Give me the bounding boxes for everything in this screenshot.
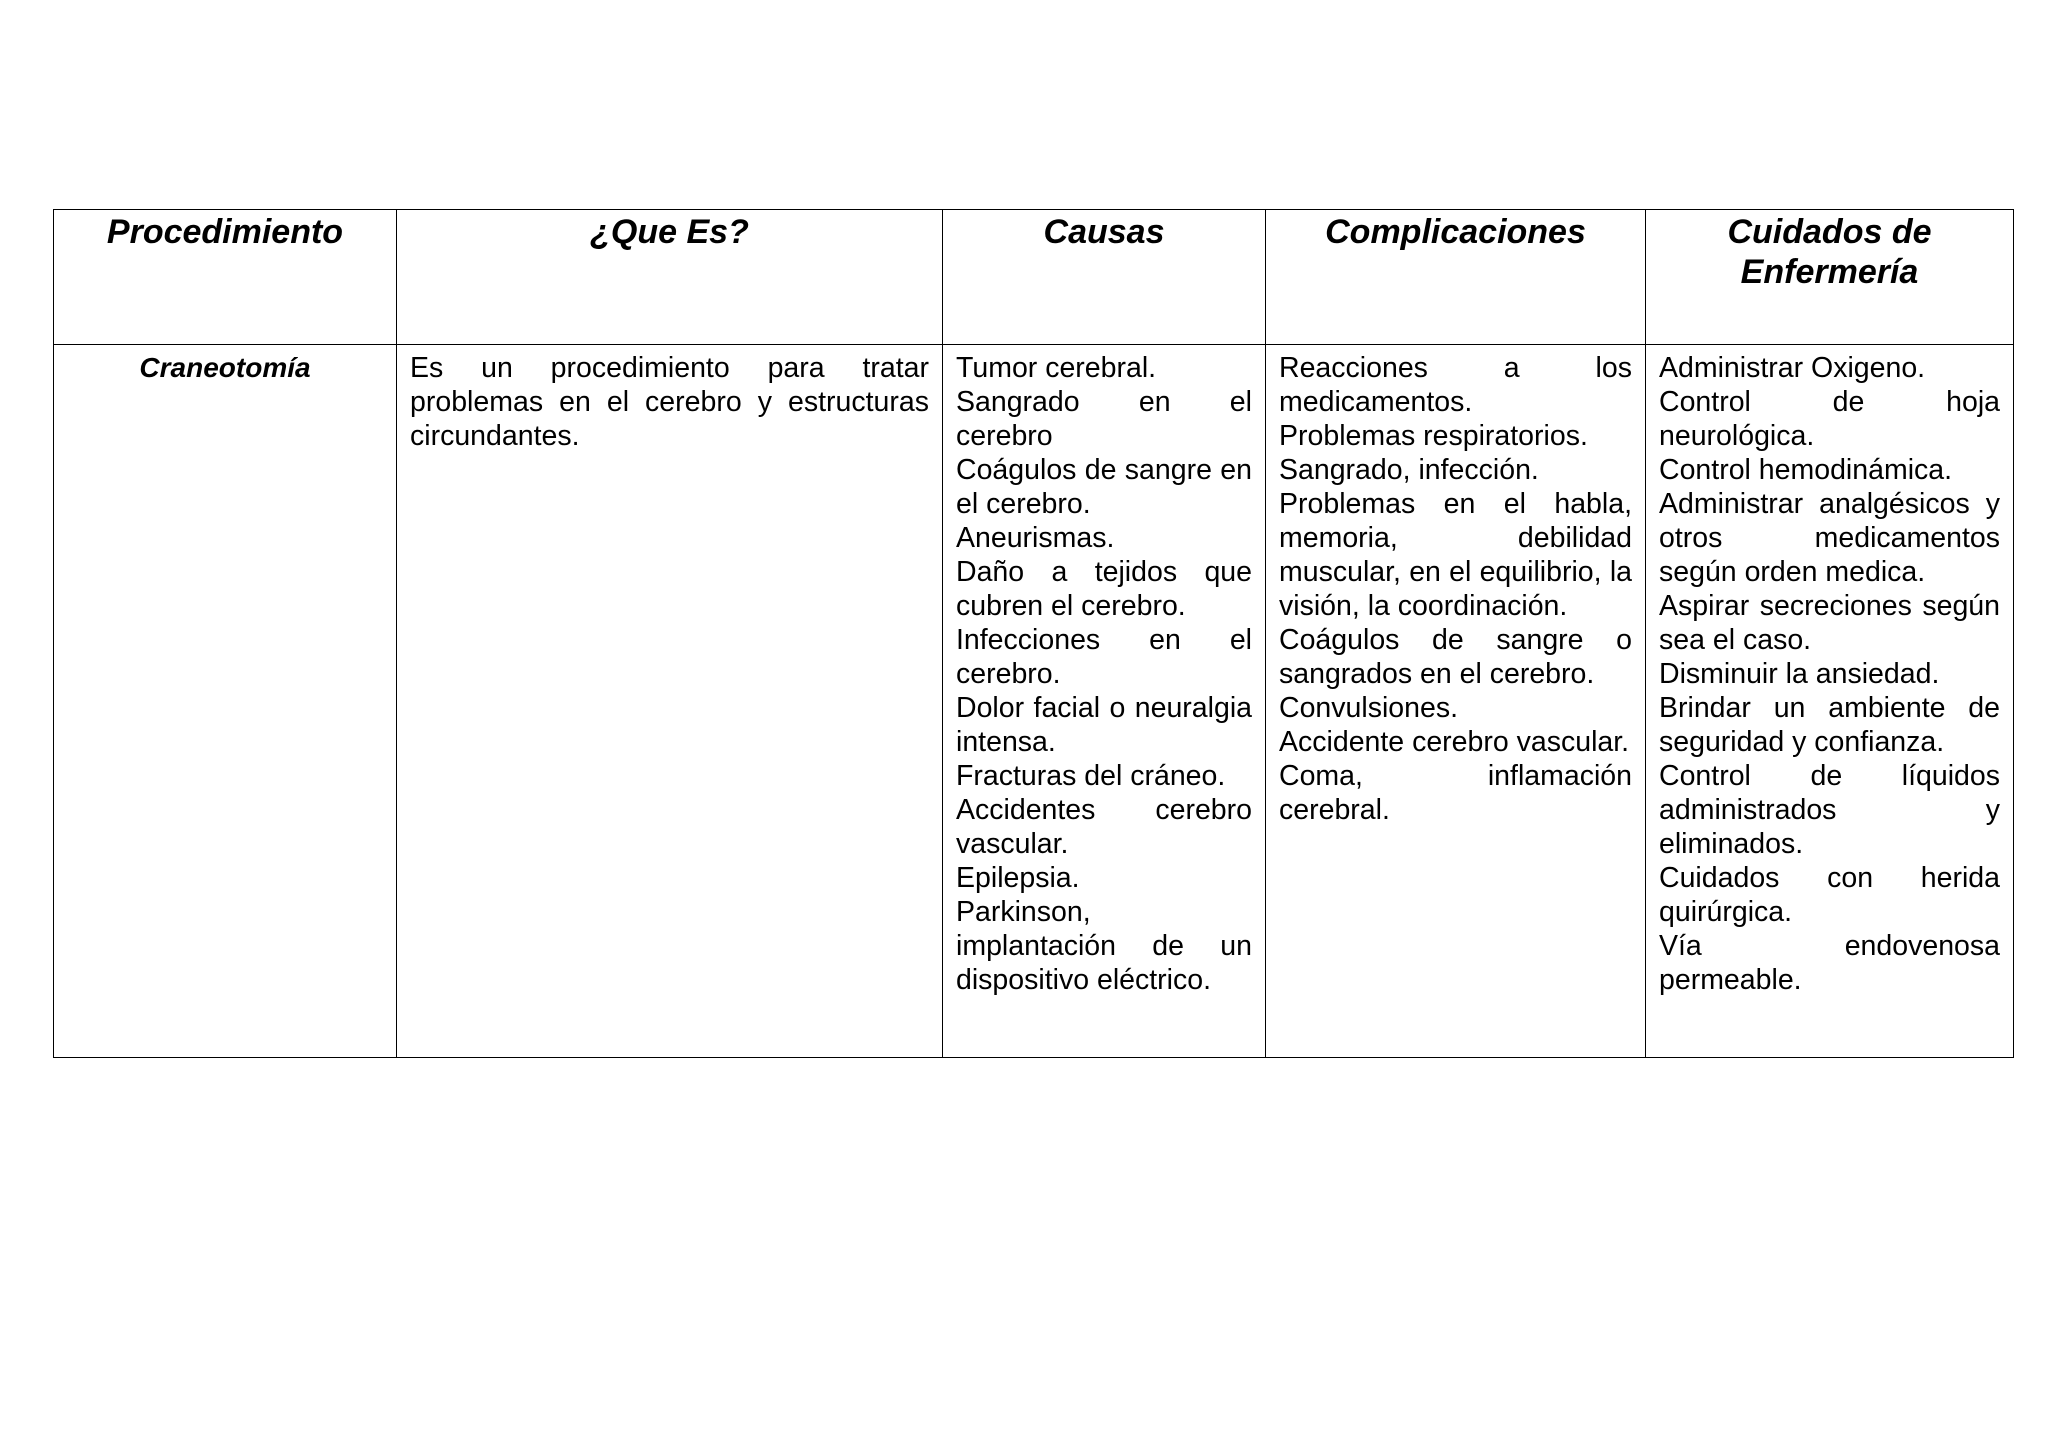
header-cuidados-enfermeria: Cuidados de Enfermería — [1646, 210, 2014, 345]
complicacion-item: Reacciones a los medicamentos. — [1279, 352, 1632, 418]
cell-que-es: Es un procedimiento para tratar problemas en el cerebro y estructuras circundantes. — [397, 345, 943, 1058]
cuidado-item: Vía endovenosa permeable. — [1659, 930, 2000, 996]
complicacion-item: Problemas respiratorios. — [1279, 420, 1588, 452]
causa-item: Aneurismas. — [956, 522, 1115, 554]
cuidado-item: Administrar analgésicos y otros medicamentos según orden medica. — [1659, 488, 2000, 588]
complicacion-item: Accidente cerebro vascular. — [1279, 726, 1630, 758]
cuidado-item: Control de hoja neurológica. — [1659, 386, 2000, 452]
complicacion-item: Sangrado, infección. — [1279, 454, 1539, 486]
cell-complicaciones — [1266, 345, 1646, 1058]
cuidado-item: Administrar Oxigeno. — [1659, 352, 1926, 384]
header-que-es: ¿Que Es? — [397, 210, 943, 345]
header-complicaciones: Complicaciones — [1266, 210, 1646, 345]
complicacion-item: Coágulos de sangre o sangrados en el cerebro. — [1279, 624, 1632, 690]
header-causas: Causas — [943, 210, 1266, 345]
complicacion-item: Coma, inflamación cerebral. — [1279, 760, 1632, 826]
causa-item: Dolor facial o neuralgia intensa. — [956, 692, 1252, 758]
cuidado-item: Control de líquidos administrados y eliminados. — [1659, 760, 2000, 860]
cell-causas — [943, 345, 1266, 1058]
complicacion-item: Problemas en el habla, memoria, debilidad muscular, en el equilibrio, la visión, la coordinación. — [1279, 488, 1632, 622]
causa-item: Sangrado en el cerebro — [956, 386, 1252, 452]
table-header-row — [54, 210, 2014, 345]
cuidado-item: Brindar un ambiente de seguridad y confianza. — [1659, 692, 2000, 758]
causa-item: Fracturas del cráneo. — [956, 760, 1226, 792]
cuidado-item: Control hemodinámica. — [1659, 454, 1953, 486]
cuidado-item: Aspirar secreciones según sea el caso. — [1659, 590, 2000, 656]
cuidado-item: Disminuir la ansiedad. — [1659, 658, 1940, 690]
cell-cuidados-enfermeria — [1646, 345, 2014, 1058]
table-row — [54, 345, 2014, 1058]
cuidado-item: Cuidados con herida quirúrgica. — [1659, 862, 2000, 928]
causa-item: Daño a tejidos que cubren el cerebro. — [956, 556, 1252, 622]
causa-item: Accidentes cerebro vascular. — [956, 794, 1252, 860]
causa-item: Tumor cerebral. — [956, 352, 1157, 384]
causa-item: Epilepsia. — [956, 862, 1080, 894]
complicacion-item: Convulsiones. — [1279, 692, 1459, 724]
procedure-table — [53, 209, 2014, 1058]
cell-procedimiento: Craneotomía — [54, 345, 397, 1058]
causa-item: Infecciones en el cerebro. — [956, 624, 1252, 690]
header-procedimiento: Procedimiento — [54, 210, 397, 345]
causa-item: Coágulos de sangre en el cerebro. — [956, 454, 1252, 520]
causa-item: Parkinson, implantación de un dispositivo eléctrico. — [956, 896, 1252, 996]
